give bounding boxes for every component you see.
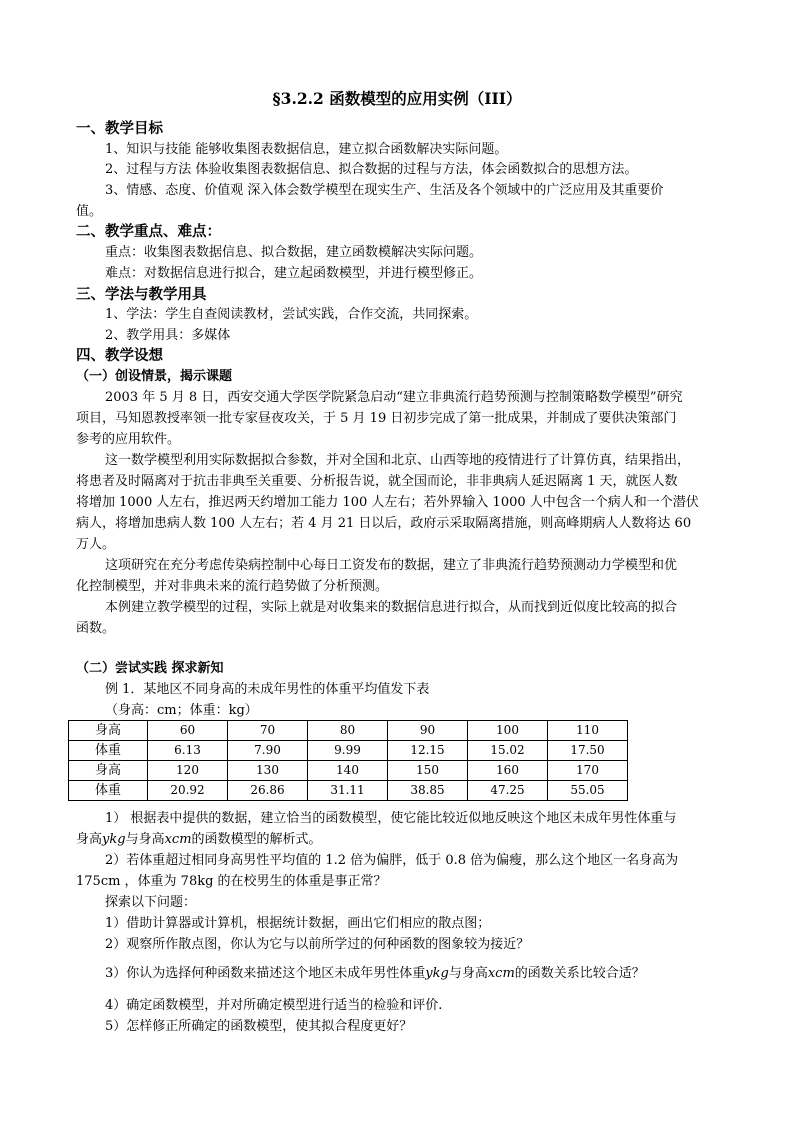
row-label: 身高 bbox=[69, 761, 148, 781]
text-fragment: 身高 bbox=[76, 832, 103, 847]
question-line: 2）若体重超过相同身高男性平均值的 1.2 倍为偏胖，低于 0.8 倍为偏瘦，那么这个地区一名身高为 bbox=[105, 853, 679, 868]
row-label: 体重 bbox=[69, 741, 148, 761]
text-fragment: 的函数关系比较合适？ bbox=[514, 966, 645, 981]
text-fragment: 与身高 bbox=[448, 966, 488, 981]
paragraph-line: 化控制模型，并对非典未来的流行趋势做了分析预测。 bbox=[76, 579, 389, 594]
text-fragment: 的函数模型的解析式。 bbox=[191, 832, 322, 847]
table-cell: 12.15 bbox=[388, 741, 468, 761]
table-cell: 160 bbox=[468, 761, 548, 781]
paragraph-line: 万人。 bbox=[76, 537, 116, 552]
table-cell: 26.86 bbox=[228, 781, 308, 801]
table-cell: 17.50 bbox=[548, 741, 628, 761]
objective-item: 3、情感、态度、价值观 深入体会数学模型在现实生产、生活及各个领域中的广泛应用及其重要价 bbox=[105, 183, 664, 198]
question-line bbox=[76, 830, 722, 850]
variable: ykg bbox=[425, 966, 449, 981]
paragraph-line: 病人，将增加患病人数 100 人左右；若 4 月 21 日以后，政府示采取隔离措施，则高峰期病人人数将达 60 bbox=[76, 516, 692, 531]
key-point-item: 难点：对数据信息进行拟合，建立起函数模型，并进行模型修正。 bbox=[105, 266, 483, 281]
table-cell: 7.90 bbox=[228, 741, 308, 761]
table-cell: 90 bbox=[388, 721, 468, 741]
table-row bbox=[69, 741, 628, 761]
subsection-heading-scenario: （一）创设情景，揭示课题 bbox=[76, 369, 233, 384]
table-row bbox=[69, 781, 628, 801]
table-cell: 38.85 bbox=[388, 781, 468, 801]
paragraph-line: 将增加 1000 人左右，推迟两天约增加工能力 100 人左右；若外界输入 1000 人中包含一个病人和一个潜伏 bbox=[76, 495, 699, 510]
variable: xcm bbox=[487, 966, 515, 981]
paragraph-line: 2003 年 5 月 8 日，西安交通大学医学院紧急启动“建立非典流行趋势预测与控制策略数学模型”研究 bbox=[105, 390, 683, 405]
explore-item: 2）观察所作散点图，你认为它与以前所学过的何种函数的图象较为接近？ bbox=[105, 937, 530, 952]
table-cell: 130 bbox=[228, 761, 308, 781]
paragraph-line: 函数。 bbox=[76, 621, 116, 636]
table-cell: 140 bbox=[308, 761, 388, 781]
question-line: 175cm ，体重为 78kg 的在校男生的体重是事正常？ bbox=[76, 874, 387, 889]
paragraph-line: 将患者及时隔离对于抗击非典至关重要、分析报告说，就全国而论，非非典病人延迟隔离 1 天，就医人数 bbox=[76, 474, 678, 489]
explore-item: 1）借助计算器或计算机，根据统计数据，画出它们相应的散点图； bbox=[105, 916, 491, 931]
section-heading-design: 四、教学设想 bbox=[76, 347, 163, 364]
table-cell: 15.02 bbox=[468, 741, 548, 761]
table-cell: 170 bbox=[548, 761, 628, 781]
table-cell: 110 bbox=[548, 721, 628, 741]
example-title: 例 1．某地区不同身高的未成年男性的体重平均值发下表 bbox=[105, 682, 430, 697]
text-fragment: 3）你认为选择何种函数来描述这个地区未成年男性体重 bbox=[105, 966, 426, 981]
explore-item: 5）怎样修正所确定的函数模型，使其拟合程度更好？ bbox=[105, 1019, 413, 1034]
paragraph-line: 项目，马知恩教授率领一批专家昼夜攻关，于 5 月 19 日初步完成了第一批成果，并制成了要供决策部门 bbox=[76, 411, 677, 426]
table-cell: 6.13 bbox=[148, 741, 228, 761]
table-units: （身高：cm；体重：kg） bbox=[105, 703, 258, 718]
table-cell: 47.25 bbox=[468, 781, 548, 801]
method-item: 1、学法：学生自查阅读教材，尝试实践，合作交流，共同探索。 bbox=[105, 307, 478, 322]
table-cell: 31.11 bbox=[308, 781, 388, 801]
table-cell: 9.99 bbox=[308, 741, 388, 761]
section-heading-key-points: 二、教学重点、难点： bbox=[76, 223, 221, 240]
table-cell: 100 bbox=[468, 721, 548, 741]
subsection-heading-practice: （二）尝试实践 探求新知 bbox=[76, 661, 224, 676]
table-cell: 80 bbox=[308, 721, 388, 741]
table-row bbox=[69, 761, 628, 781]
variable: xcm bbox=[164, 832, 192, 847]
key-point-item: 重点：收集图表数据信息、拟合数据，建立函数模解决实际问题。 bbox=[105, 245, 483, 260]
table-cell: 20.92 bbox=[148, 781, 228, 801]
paragraph-line: 参考的应用软件。 bbox=[76, 432, 181, 447]
height-weight-table bbox=[68, 720, 628, 801]
paragraph-line: 这项研究在充分考虑传染病控制中心每日工资发布的数据，建立了非典流行趋势预测动力学模型和优 bbox=[105, 558, 678, 573]
explore-heading: 探索以下问题： bbox=[105, 895, 197, 910]
table-cell: 120 bbox=[148, 761, 228, 781]
table-cell: 150 bbox=[388, 761, 468, 781]
explore-item bbox=[105, 964, 751, 984]
paragraph-line: 本例建立教学模型的过程，实际上就是对收集来的数据信息进行拟合，从而找到近似度比较高的拟合 bbox=[105, 600, 678, 615]
objective-item: 1、知识与技能 能够收集图表数据信息，建立拟合函数解决实际问题。 bbox=[105, 142, 508, 157]
page-title: §3.2.2 函数模型的应用实例（III） bbox=[272, 89, 522, 108]
table-row bbox=[69, 721, 628, 741]
section-heading-methods: 三、学法与教学用具 bbox=[76, 286, 207, 303]
row-label: 体重 bbox=[69, 781, 148, 801]
method-item: 2、教学用具：多媒体 bbox=[105, 328, 231, 343]
table-cell: 70 bbox=[228, 721, 308, 741]
row-label: 身高 bbox=[69, 721, 148, 741]
objective-item: 2、过程与方法 体验收集图表数据信息、拟合数据的过程与方法，体会函数拟合的思想方法。 bbox=[105, 162, 638, 177]
question-line: 1） 根据表中提供的数据，建立恰当的函数模型，使它能比较近似地反映这个地区未成年男性体重与 bbox=[105, 811, 677, 826]
explore-item: 4）确定函数模型，并对所确定模型进行适当的检验和评价. bbox=[105, 998, 443, 1013]
paragraph-line: 这一数学模型利用实际数据拟合参数，并对全国和北京、山西等地的疫情进行了计算仿真，结果指出， bbox=[105, 453, 691, 468]
text-fragment: 与身高 bbox=[125, 832, 165, 847]
section-heading-objectives: 一、教学目标 bbox=[76, 120, 163, 137]
objective-item-continuation: 值。 bbox=[76, 204, 103, 219]
table-cell: 60 bbox=[148, 721, 228, 741]
variable: ykg bbox=[102, 832, 126, 847]
table-cell: 55.05 bbox=[548, 781, 628, 801]
